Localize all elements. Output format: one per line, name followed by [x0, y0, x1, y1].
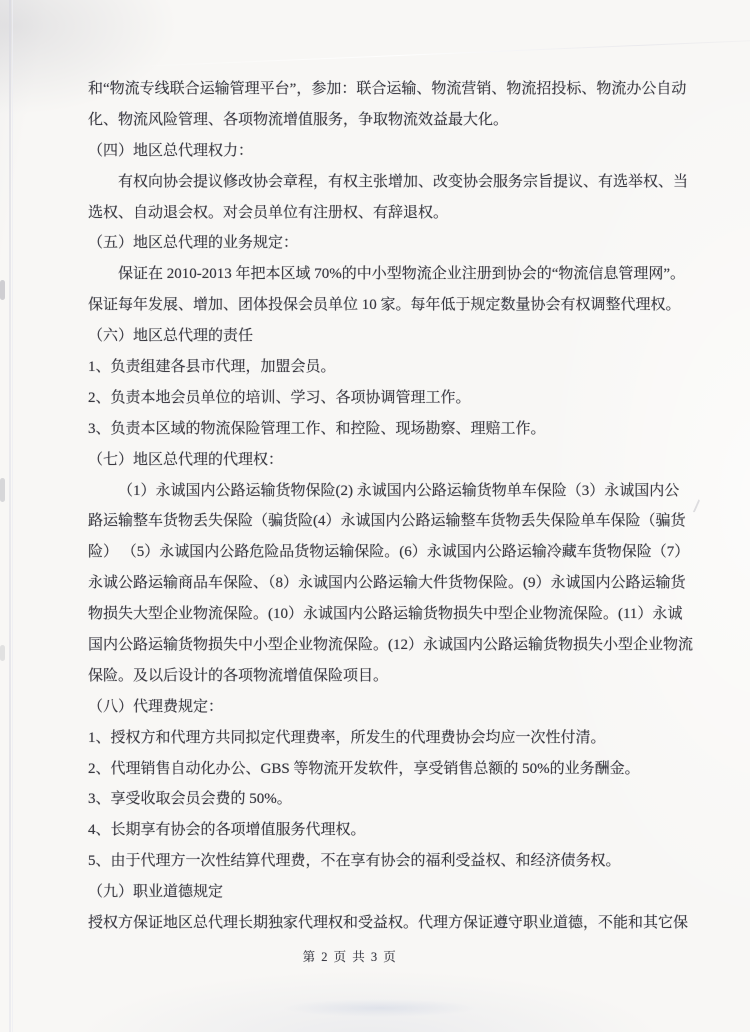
text-line-14: （1）永诚国内公路运输货物保险(2) 永诚国内公路运输货物单车保险（3）永诚国内公 [118, 482, 680, 499]
paper-edge-shadow [9, 0, 11, 1032]
text-line-16: 险） （5）永诚国内公路危险品货物运输保险。(6）永诚国内公路运输冷藏车货物保险（7） [88, 544, 690, 561]
text-line-2: 化、物流风险管理、各项物流增值服务，争取物流效益最大化。 [88, 111, 509, 128]
text-line-20: 保险。及以后设计的各项物流增值保险项目。 [88, 667, 389, 684]
text-line-7: 保证在 2010-2013 年把本区域 70%的中小型物流企业注册到协会的“物流信息管理网”。 [118, 266, 686, 283]
scan-edge-mark-3 [0, 645, 5, 661]
text-line-13: （七）地区总代理的代理权： [88, 451, 284, 468]
text-line-27: （九）职业道德规定 [88, 884, 224, 901]
text-line-8: 保证每年发展、增加、团体投保会员单位 10 家。每年低于规定数量协会有权调整代理权。 [88, 297, 681, 314]
text-line-21: （八）代理费规定： [88, 698, 224, 715]
text-line-3: （四）地区总代理权力： [88, 142, 254, 159]
text-line-25: 4、长期享有协会的各项增值服务代理权。 [88, 822, 366, 839]
text-line-26: 5、由于代理方一次性结算代理费，不在享有协会的福利受益权、和经济债务权。 [88, 853, 621, 870]
page-number-footer: 第 2 页 共 3 页 [302, 950, 398, 964]
text-line-18: 物损失大型企业物流保险。(10）永诚国内公路运输货物损失中型企业物流保险。(11）永诚 [88, 606, 683, 623]
text-line-9: （六）地区总代理的责任 [88, 328, 254, 345]
text-line-4: 有权向协会提议修改协会章程，有权主张增加、改变协会服务宗旨提议、有选举权、当 [118, 173, 689, 190]
text-line-6: （五）地区总代理的业务规定： [88, 235, 299, 252]
scan-edge-mark-1 [0, 280, 5, 300]
text-line-24: 3、享受收取会员会费的 50%。 [88, 791, 292, 808]
text-line-12: 3、负责本区域的物流保险管理工作、和控险、现场勘察、理赔工作。 [88, 420, 546, 437]
paper-edge-highlight [12, 0, 13, 1032]
document-body [88, 74, 708, 939]
text-line-15: 路运输整车货物丢失保险（骗货险(4）永诚国内公路运输整车货物丢失保险单车保险（骗货 [88, 513, 686, 530]
text-line-10: 1、负责组建各县市代理，加盟会员。 [88, 359, 336, 376]
text-line-19: 国内公路运输货物损失中小型企业物流保险。(12）永诚国内公路运输货物损失小型企业物流 [88, 637, 693, 654]
text-line-22: 1、授权方和代理方共同拟定代理费率，所发生的代理费协会均应一次性付清。 [88, 729, 606, 746]
text-line-23: 2、代理销售自动化办公、GBS 等物流开发软件，享受销售总额的 50%的业务酬金。 [88, 760, 640, 777]
paper-crease [120, 37, 750, 67]
text-line-17: 永诚公路运输商品车保险、（8）永诚国内公路运输大件货物保险。(9）永诚国内公路运输货 [88, 575, 686, 592]
scan-edge-mark-2 [0, 478, 5, 502]
scan-bottom-tint [250, 995, 510, 1021]
text-line-5: 选权、自动退会权。对会员单位有注册权、有辞退权。 [88, 204, 449, 221]
text-line-1: 和“物流专线联合运输管理平台”，参加：联合运输、物流营销、物流招投标、物流办公自动 [88, 81, 687, 97]
text-line-28: 授权方保证地区总代理长期独家代理权和受益权。代理方保证遵守职业道德，不能和其它保 [88, 915, 689, 932]
text-line-11: 2、负责本地会员单位的培训、学习、各项协调管理工作。 [88, 389, 471, 406]
